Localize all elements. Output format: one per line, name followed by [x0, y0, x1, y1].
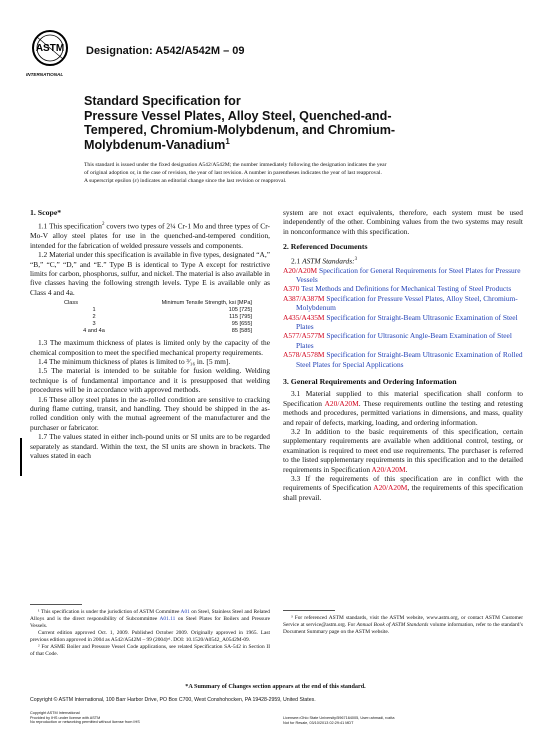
- para-1-3: 1.3 The maximum thickness of plates is limited only by the capacity of the chemical composition to meet the specified mechanical property requirements.: [30, 338, 270, 357]
- section-heading-scope: 1. Scope*: [30, 208, 62, 217]
- table-header-class: Class: [64, 300, 78, 307]
- reference-a577[interactable]: A577/A577M Specification for Ultrasonic Angle-Beam Examination of Steel Plates: [283, 331, 512, 350]
- footnote-3: ³ For referenced ASTM standards, visit the ASTM website, www.astm.org, or contact ASTM Customer Service at service@astm.org. For Annual Book of ASTM Standards volume information, refer to the standard’s Document Summary page on the ASTM website.: [283, 615, 524, 635]
- para-3-1: 3.1 Material supplied to this material specification shall conform to Specification A20/A20M. These requirements outline the testing and retesting methods and procedures, permitted variations in dimensions, and mass, quality and repair of defects, marking, loading, and ordering information.: [283, 389, 523, 427]
- table-header-row: [60, 300, 256, 307]
- committee-link[interactable]: A01: [180, 609, 190, 615]
- para-3-3: 3.3 If the requirements of this specification are in conflict with the requirements of Specification A20/A20M, the requirements of this specification shall prevail.: [283, 474, 523, 502]
- right-column: [283, 208, 523, 502]
- logo-caption: INTERNATIONAL: [26, 72, 64, 77]
- para-1-5: 1.5 The material is intended to be suitable for fusion welding. Welding technique is of fundamental importance and it is presupposed that welding procedures will be in accordance with approved methods.: [30, 366, 270, 395]
- section-heading-general: 3. General Requirements and Ordering Information: [283, 376, 457, 386]
- change-bar: [20, 438, 22, 476]
- title-line-4: Molybdenum-Vanadium$^1$: [84, 136, 230, 152]
- title-line-1: Standard Specification for: [84, 94, 241, 108]
- reference-a435[interactable]: A435/A435M Specification for Straight-Beam Ultrasonic Examination of Steel Plates: [283, 312, 518, 331]
- para-2-1: 2.1 ASTM Standards:$^3$: [291, 256, 358, 266]
- para-1-4: 1.4 The minimum thickness of plates is limited to ³⁄₁₆ in. [5 mm].: [38, 356, 231, 366]
- title-line-3: Tempered, Chromium-Molybdenum, and Chromium-: [84, 123, 396, 137]
- copyright-line: Copyright © ASTM International, 100 Barr Harbor Drive, PO Box C700, West Conshohocken, PA 19428-2959, United States.: [30, 697, 316, 703]
- table-row: 3 95 [655]: [92, 321, 252, 328]
- reference-a20[interactable]: A20/A20M Specification for General Requirements for Steel Plates for Pressure Vessels: [283, 265, 521, 284]
- summary-of-changes-note: *A Summary of Changes section appears at the end of this standard.: [185, 683, 366, 690]
- para-1-7-continued: system are not exact equivalents, therefore, each system must be used independently of the other. Combining values from the two systems may result in nonconformance with this specification.: [283, 208, 523, 236]
- table-header-strength: Minimum Tensile Strength, ksi [MPa]: [161, 300, 252, 307]
- footnote-rule: [283, 610, 335, 611]
- footnotes-left: [30, 600, 270, 658]
- subcommittee-link[interactable]: A01.11: [159, 616, 176, 622]
- para-3-2: 3.2 In addition to the basic requirements of this specification, certain supplementary requirements are available when additional control, testing, or examination is required to meet end use requirements. The purchaser is referred to the listed supplementary requirements in this specification and to the detailed requirements in Specification A20/A20M.: [283, 427, 523, 474]
- para-1-7: 1.7 The values stated in either inch-pound units or SI units are to be regarded separately as standard. Within the text, the SI units are shown in brackets. The values stated in each: [30, 432, 270, 460]
- footnote-rule: [30, 604, 82, 605]
- a20-link[interactable]: A20/A20M: [371, 464, 406, 474]
- footnote-1: ¹ This specification is under the jurisdiction of ASTM Committee A01 on Steel, Stainless Steel and Related Alloys and is the direct responsibility of Subcommittee A01.11 on Steel Plates for Boilers and Pressure Vessels.: [30, 609, 271, 629]
- left-column: [30, 208, 270, 460]
- document-title: [84, 94, 484, 152]
- para-1-6: 1.6 These alloy steel plates in the as-rolled condition are sensitive to cracking during flame cutting, transit, and handling. They should be shipped in the as-rolled condition only with the mutual agreement of the manufacturer and the purchaser or fabricator.: [30, 394, 270, 432]
- license-right: Licensee=Ohio State University/5967164005, User=ahmadi, rozita Not for Resale, 03/10/2013 02:29:41 MDT: [283, 716, 395, 725]
- footnote-1-edition: Current edition approved Oct. 1, 2009. Published October 2009. Originally approved in 1965. Last previous edition approved in 2004 as A542/A542M – 99 (2004)ᵉ¹. DOI: 10.1520/A0542_A0542M-09.: [30, 630, 270, 643]
- para-1-1: 1.1 This specification$^2$ covers two types of 2¼ Cr-1 Mo and three types of Cr-Mo-V alloy steel plates for use in the quenched-and-tempered condition, intended for the fabrication of welded pressure vessels and components.: [30, 221, 271, 250]
- section-heading-referenced: 2. Referenced Documents: [283, 242, 368, 252]
- class-strength-table: [60, 300, 256, 335]
- a20-link[interactable]: A20/A20M: [373, 483, 408, 493]
- footnotes-right: [283, 606, 523, 636]
- svg-text:ASTM: ASTM: [35, 43, 65, 54]
- table-row: 2 115 [795]: [92, 314, 252, 321]
- designation: Designation: A542/A542M – 09: [86, 45, 245, 57]
- reference-a387[interactable]: A387/A387M Specification for Pressure Vessel Plates, Alloy Steel, Chromium-Molybdenum: [283, 293, 518, 313]
- title-line-2: Pressure Vessel Plates, Alloy Steel, Quenched-and-: [84, 108, 392, 123]
- license-left: Copyright ASTM International Provided by IHS under license with ASTM No reproduction or networking permitted without license from IHS: [30, 711, 140, 725]
- footnote-2: ² For ASME Boiler and Pressure Vessel Code applications, see related Specification SA-542 in Section II of that Code.: [30, 644, 270, 657]
- table-row: 4 and 4a 85 [585]: [83, 328, 252, 335]
- a20-link[interactable]: A20/A20M: [324, 398, 359, 408]
- title-footnote-mark: 1: [225, 136, 230, 146]
- table-row: 1 105 [725]: [92, 307, 252, 314]
- para-1-2: 1.2 Material under this specification is available in five types, designated “A,” “B,” “C,” “D,” and “E.” Type B is identical to Type A except for restrictive limits for carbon, phosphorus, sulfur, and nickel. The material is also available in five classes having the following strength levels. Type E is available only as Class 4 and 4a.: [30, 250, 270, 297]
- issuance-notice: This standard is issued under the fixed designation A542/A542M; the number immediately following the designation indicates the year of original adoption or, in the case of revision, the year of last revision. A number in parentheses indicates the year of last reapproval. A superscript epsilon (ε) indicates an editorial change since the last revision or reapproval.: [84, 162, 387, 184]
- reference-a370[interactable]: A370 Test Methods and Definitions for Mechanical Testing of Steel Products: [283, 284, 512, 294]
- reference-a578[interactable]: A578/A578M Specification for Straight-Beam Ultrasonic Examination of Rolled Steel Plates for Special Applications: [283, 350, 523, 369]
